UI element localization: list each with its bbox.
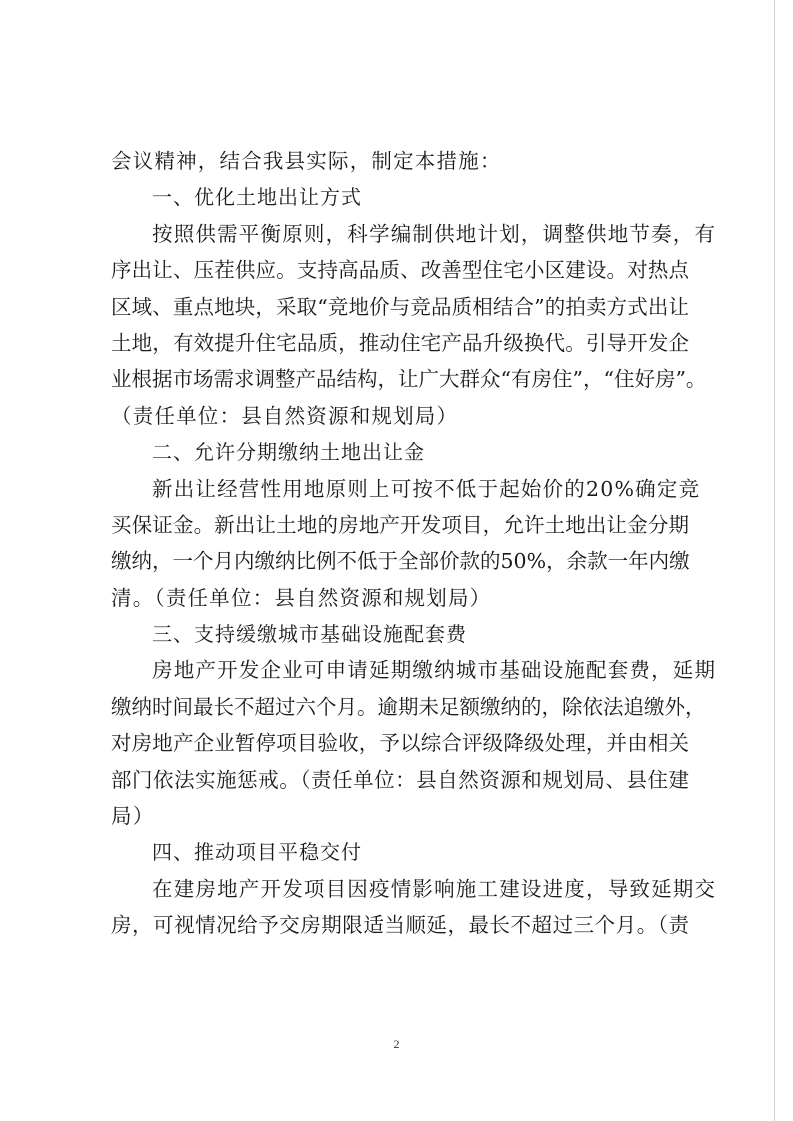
body-line: 部门依法实施惩戒。（责任单位：县自然资源和规划局、县住建 [111,767,689,792]
body-line: 对房地产企业暂停项目验收，予以综合评级降级处理，并由相关 [111,731,689,756]
body-line: 局） [111,804,155,829]
body-line: 清。（责任单位：县自然资源和规划局） [111,585,492,610]
page-number: 2 [393,1037,400,1051]
body-line: 在建房地产开发项目因疫情影响施工建设进度，导致延期交 [152,876,717,901]
document-body [111,143,717,944]
section-heading-2: 二、允许分期缴纳土地出让金 [152,440,425,465]
body-line: 新出让经营性用地原则上可按不低于起始价的20%确定竞 [152,476,701,501]
body-line: 按照供需平衡原则，科学编制供地计划，调整供地节奏，有 [152,221,717,246]
body-line: 房，可视情况给予交房期限适当顺延，最长不超过三个月。（责 [111,913,689,938]
body-line: 序出让、压茬供应。支持高品质、改善型住宅小区建设。对热点 [111,258,689,283]
body-line: （责任单位：县自然资源和规划局） [111,403,459,428]
body-line: 区域、重点地块，采取“竞地价与竞品质相结合”的拍卖方式出让 [111,294,689,319]
body-line: 会议精神，结合我县实际，制定本措施： [111,149,502,173]
body-line: 业根据市场需求调整产品结构，让广大群众“有房住”，“住好房”。 [111,367,707,392]
scan-edge-line [774,0,775,1121]
section-heading-1: 一、优化土地出让方式 [152,185,362,210]
body-line: 土地，有效提升住宅品质，推动住宅产品升级换代。引导开发企 [111,330,689,355]
section-heading-3: 三、支持缓缴城市基础设施配套费 [152,622,467,647]
section-heading-4: 四、推动项目平稳交付 [152,840,362,865]
body-line: 缴纳时间最长不超过六个月。逾期未足额缴纳的，除依法追缴外， [111,694,706,719]
body-line: 缴纳，一个月内缴纳比例不低于全部价款的50%，余款一年内缴 [111,549,690,574]
body-line: 房地产开发企业可申请延期缴纳城市基础设施配套费，延期 [152,658,717,683]
body-line: 买保证金。新出让土地的房地产开发项目，允许土地出让金分期 [111,512,689,537]
